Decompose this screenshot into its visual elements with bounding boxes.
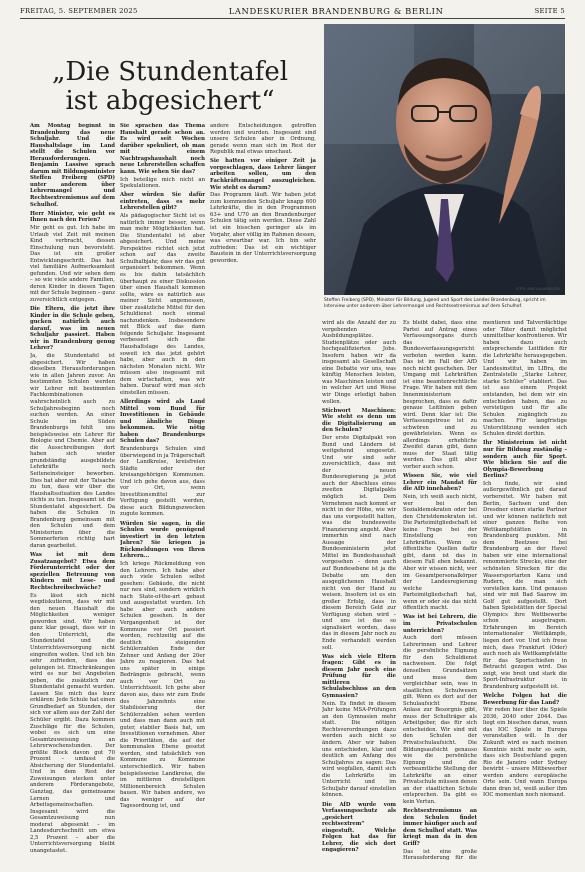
article-lead: Sie sprachen das Thema Haushalt gerade schon an. Es wird seit Wochen darüber spekuliert, ob man mit einem Nachtragshaushalt noch neue Lehrerstellen schaffen kann. Wie sehen Sie das? — [120, 123, 205, 175]
interview-question: Stichwort Maschinen: Wie steht es denn um die Digitalisierung an den Schulen? — [322, 407, 396, 434]
interview-answer: Ich beteilige mich nicht an Spekulationen. — [120, 176, 205, 190]
interview-question: Ihr Ministerium ist nicht nur für Bildung zuständig – sondern auch für Sport. Wie blicken Sie auf die Olympia-Bewerbung Berlins? — [483, 440, 567, 480]
interview-question: Allerdings wird als Land Mittel vom Bund für Investitionen in Gebäude und ähnliche Dinge bekommen. Wie nötig haben Brandenburgs Schulen das? — [120, 398, 205, 445]
photo-caption: Steffen Freiberg (SPD), Minister für Bildung, Jugend und Sport des Landes Brandenburg, spricht im Interview unter anderem über Lehrermangel und Rechtsextremismus auf dem Schulhof. — [324, 298, 546, 310]
interview-answer: Als pädagogischer Sicht ist es natürlich immer besser, wenn man mehr Möglichkeiten hat. Die Stundentafel ist aber abgesichert. Und meine Perspektive richtet sich jetzt schon auf das zweite Schulhalbjahr, dass wir das gut organisiert bekommen. Wenn es bis dahin tatsächlich überhaupt zu einer Diskussion über einen Haushalt kommen sollte, wäre es natürlich aus meiner Sicht angemessen, über zusätzliche Mittel für den Schuldienst noch einmal nachzudenken. Insbesondere mit Blick auf das dann folgende Schuljahr. Insgesamt verbessert sich die Haushaltslage des Landes, soweit ich das jetzt gehört habe, aber auch in den nächsten Monaten nicht. Wir müssen also insgesamt mit dem wirtschaften, was wir haben. Darauf wird man sich einstellen müssen. — [120, 213, 205, 396]
photo-credit: FOTO: JENS KALAENE/DPA — [516, 287, 560, 291]
interview-answer: Das Programm läuft. Wir haben jetzt zum kommenden Schuljahr knapp 600 Lehrkräfte, die in den Programmen 63+ und U70 an den Brandenburger Schulen tätig sein werden. Diese Zahl ist ein bisschen geringer als im Vorjahr, aber völlig im Rahmen dessen, was erwartbar war. Ich bin sehr zufrieden: Das ist ein wichtiger Baustein in der Unterrichtsversorgung geworden. — [210, 192, 316, 264]
interview-answer: Das ist eine große Herausforderung für die — [403, 848, 477, 862]
interview-question: Sie hatten vor einiger Zeit ja vorgeschlagen, dass Lehrer länger arbeiten sollen, um den Fachkräftemangel auszugleichen. Wie steht es darum? — [210, 158, 316, 191]
interview-question: Was sich viele Eltern fragen: Gibt es in diesem Jahr noch eine Prüfung für die mittleren Schulabschluss an den Gymnasien? — [322, 653, 396, 699]
interview-answer: Nein. Es findet in diesem Jahr keine MSA-Prüfungen an den Gymnasien mehr statt. Die nötigen Rechtsverordnungen dazu werden auch nicht so ändern. Aber wir haben uns entschieden, klar und deutlich am Anfang des Schuljahres zu sagen: Das wird wegfallen, damit sich die Lehrkräfte im Unterricht und im Schuljahr darauf einstellen können. — [322, 700, 396, 799]
interview-question: Die AfD wurde vom Verfassungsschutz als „gesichert rechtsextrem“ eingestuft. Welche Folgen hat das für Lehrer, die sich dort engagieren? — [322, 801, 396, 854]
article-column-4 — [322, 320, 477, 863]
article-column-1 — [30, 123, 115, 863]
interview-answer: wird als die Anzahl der zu vergebenden Ausbildungsplätze. Studienplätze oder auch hochqualifizierten Jobs. Insofern haben wir da insgesamt als Gesellschaft eine Debatte vor uns, was künftig Menschen leisten, was Maschinen leisten und in welcher Art und Weise wir Dinge erledigt haben wollen. — [322, 320, 396, 405]
page-number: SEITE 5 — [534, 6, 565, 15]
article-column-3-lower — [210, 305, 316, 863]
interview-answer: Ich kriege Rückmeldung von den Lehrern. Ich habe aber auch viele Schulen selbst gesehen: Gebäude, die nicht nur neu sind, sondern wirklich nach State-of-the-art gebaut und ausgestattet wurden. Ich habe aber auch andere Schulen gesehen. In der Vergangenheit ist der Kommune vor Ort passiert worden, rechtzeitig auf die deutlich steigenden Schülerzahlen Ende der Zehner und Anfang der 20er Jahre zu reagieren. Das hat uns später in einige Bedrängnis gebracht, wenn auch vor Ort zu Unterrichtszeit. Ich gehe aber davon aus, dass wir zum Ende des Jahrzehnts eine Stabilisierung der Schülerzahlen sehen werden und dass man dann auch mit guter, stabiler Basis hat, um Investitionen vornehmen. Aber die Prioritäten, die auf der kommunalen Ebene gesetzt werden, sind tatsächlich von Kommune zu Kommune unterschiedlich. Wir haben beispielsweise Landkreise, die im mittleren dreistelligen Millionenbereich Schulen bauen. Wir haben andere, wo das weniger auf der Tagesordnung ist, und — [120, 561, 205, 810]
interview-question: Welche Folgen hat die Bewerbung für das Land? — [483, 693, 567, 706]
article-lead: Am Montag beginnt in Brandenburg das neue Schuljahr. Und die Haushaltslage im Land stellt die Schulen vor Herausforderungen. Benjamin Lassiwe sprach darum mit Bildungsminister Steffen Freiberg (SPD) unter anderem über Lehrermangel und Rechtsextremismus auf dem Schulhof. — [30, 123, 115, 208]
interview-question: Aber würden Sie dafür eintreten, dass es mehr Lehrerstellen gibt? — [120, 192, 205, 212]
article-column-3 — [210, 123, 316, 303]
newspaper-name: LANDESKURIER BRANDENBURG & BERLIN — [228, 5, 444, 16]
article-column-2 — [120, 123, 205, 863]
interview-question: Würden Sie sagen, in die Schulen wurde genügend investiert in den letzten Jahren? Sie kriegen ja Rückmeldungen von Ihren Lehrern... — [120, 520, 205, 560]
interview-answer: Der erste Digitalpakt von Bund und Ländern ist weitgehend umgesetzt. Und wir sind sehr zuversichtlich, dass mit der neuen Bundesregierung ja jetzt auch der Abschluss eines zweiten Digitalpakts möglich ist. Dem Vernehmen nach kommt er nicht in der Höhe, wie wir das uns vorgestellt hatten, was die bundesweite Finanzierung angeht. Aber immerhin sind nach Aussage der Bundesministerin jetzt Mittel im Bundeshaushalt vorgesehen – denn auch auf Bundesebene ist ja die Debatte um den ausgeglichenen Haushalt nicht von der Hand zu weisen. Insofern ist es ein großer Erfolg, dass in diesem Bereich Geld zur Verfügung stehen wird – und uns ist das so signalisiert worden, dass das in diesem Jahr noch zu Ende verhandelt werden soll. — [322, 435, 396, 651]
headline-line-2: ist abgesichert“ — [65, 86, 275, 116]
interview-answer: Mir geht es gut. Ich habe im Urlaub viel Zeit mit meinen Kind verbracht, dessen Einschulung nun bevorsteht. Das ist ein großer Entwicklungsschritt. Das hat viel familiäre Aufmerksamkeit gefunden. Und wir sehen dem – so wie viele andere Familien, deren Kinder in diesen Tagen mit der Schule beginnen – ganz zuversichtlich entgegen. — [30, 224, 115, 303]
headline — [20, 58, 320, 116]
interview-question: Die Eltern, die jetzt ihre Kinder in die Schule geben, gucken natürlich auch darauf, was im neuen Schuljahr passiert. Haben wir in Brandenburg genug Lehrer? — [30, 306, 115, 352]
interview-question: Herr Minister, wie geht es Ihnen nach den Ferien? — [30, 210, 115, 224]
interview-question: Was ist bei Lehrern, die im Privatschulen unterrichten? — [403, 614, 477, 634]
issue-date: FREITAG, 5. SEPTEMBER 2025 — [20, 6, 138, 15]
interview-question: Wissen Sie, wie viel Lehrer ein Mandat für die AfD innehaben? — [403, 473, 477, 493]
interview-answer: Nein, ich weiß auch nicht, wer bei den Sozialdemokraten oder bei den Christdemokraten ist. Die Parteimitgliedschaft ist keine Frage bei der Einstellung von Lehrkräften. Wenn es öffentliche Quellen dafür gibt, dann ist das in diesem Fall eben bekannt. Aber wir wissen nicht, wer im Gesamtpersonalkörper der Landesregierung welche Parteimitgliedschaft hat, wenn er oder sie das nicht öffentlich macht. — [403, 494, 477, 612]
interview-answer: mentieren und Tatverdächtige oder Täter damit möglichst unmittelbar konfrontieren. Wir haben dazu auch entsprechende Leitfäden für die Lehrkräfte herausgegeben. Und wir haben im Landesinstitut, im LIBra, die Zentralstelle „Starke Lehrer, starke Schüler“ etabliert. Das ist aus einem Projekt entstanden, bei dem wir ein entschieden haben, das zu verstetigen und für alle Schulen zugänglich zu machen. Für langfristige Unterstützung wenden sich Schulen direkt dorthin. — [483, 320, 567, 438]
masthead-rule — [20, 18, 565, 19]
interview-answer: Es lässt sich nicht wegdiskutieren, dass wir mit den neuen Haushalt die Möglichkeiten weniger geworden sind. Wir haben ganz klar gesagt, dass wir in den Unterricht, die Stundentafel und die Unterrichtsversorgung nicht eingreifen wollen. Und ich bin sehr zufrieden, dass das gelungen ist. Einschränkungen wird es nur bei Angeboten geben, die zusätzlich zur Stundentafel gemacht wurden. Lassen Sie mich das kurz erklären: Jede Schule hat einen Grundbedarf an Stunden, der sich vor allem aus der Zahl der Schüler ergibt. Dazu kommen Zuschläge für die Schulen, wobei es sich um eine Gesamtzuweisung an Lehrerwochenstunden. Der größte Block davon gut 70 Prozent – umfasst die Absicherung der Stundentafel. Und in dem Rest der Zuweisungen stecken unter anderem Förderangebote, Ganztag, das gemeinsame Lernen und Arbeitsgemeinschaften. Insgesamt wird die Gesamtzuweisung nun moderat abgesenkt – im Landesdurchschnitt um etwa 2,5 Prozent – aber die Unterrichtsversorgung bleibt unangetastet. — [30, 592, 115, 854]
interview-question: Was ist mit dem Zusatzangebot? Etwa dem Förderunterricht oder der speziellen Betreuung von Kindern mit Lese- und Rechtschreibschwäche? — [30, 552, 115, 591]
interview-answer: Ich finde, wir sind außergewöhnlich gut darauf vorbereitet. Wir haben mit Berlin, Sachsen und den Dresdner einen starke Partner und wir können natürlich mit einer ganzen Reihe von Wettkampfstätten in Brandenburg punkten. Mit dem Beetzsee bei Brandenburg an der Havel haben wir eine international renommierte Strecke, eine der schönsten Strecken für die Wassersportarten Kanu und Rudern, die man sich vorstellen kann. Und genauso sind wir mit Bad Saarow im Golf gut aufgestellt. Dort haben Spielstätten der Special Olympics ihre Wettbewerbe schon ausgetragen. Erfahrungen im Bereich internationaler Wettkämpfe, liegen dort vor. Und ich freue mich, dass Frankfurt (Oder) auch noch als Wettkampfstätte für das Sportschießen in Betracht gezogen wird. Das zeigt, wie breit und stark die Sport-Infrastruktur in Brandenburg aufgestellt ist. — [483, 480, 567, 690]
interview-answer: Brandenburgs Schulen sind überwiegend in ja Trägerschaft der Landkreise, kreisfreien Städte oder der kreisangehörigen Kommunen. Und ich gehe davon aus, dass vor Ort, wenn Investitionsmittel zur Verfügung gestellt werden, diese auch Bildungszwecken zugute kommen. — [120, 446, 205, 518]
interview-answer: Wir reden hier über die Spiele 2036, 2040 oder 2044. Das liegt ein bisschen daran, wann das IOC Spiele in Europa veranstalten will. In der Zukunft wird es nach meinen Kenntnis nicht mehr so sein, dass sich Deutschland gegen Rio de Janeiro oder Sydney bewirbt – unsere Mitbewerber werden andere europäische Orte sein. Und wann Europa dann dran ist, weiß außer ihm IOC momentan noch niemand. — [483, 707, 567, 799]
interview-answer: Es bleibt dabei, dass eine Partei auf Antrag eines Verfassungsorgans durch das Bundesverfassungsgericht verboten werden kann. Das ist im Fall der AfD noch nicht geschehen. Der Umgang mit Lehrkräften ist eine beamtenrechtliche Frage. Wir haben mit dem Innenministerium besprochen, dass es dafür genaue Leitlinien geben wird. Denn klar ist: Die Verfassungstreue ist zu schwören und zu gewährleisten. Wenn es allerdings erhebliche Zweifel daran gibt, dann muss der Staat tätig werden. Das gilt aber vorher auch schon. — [403, 320, 477, 471]
masthead — [20, 4, 565, 17]
interview-answer: Auch dort müssen Lehrerinnen und Lehrer die persönliche Eignung für den Schuldienst nachweisen. Die folgt denselben Grundsätzen und muss dem vergleichbar sein, was in staatlichen Schulwesen gilt. Wenn es dort auf der Schulaufsicht Ebene Anlass zur Besorgnis gibt, muss der Schulträger als Arbeitgeber, das für sich entscheiden. Wir sind mit den Schulen der Privatschulaufsicht. Die Bildungsaufsicht genauso wie die persönliche Eignung und die verbeamtliche Stellung der Lehrkräfte an einer Privatschule müssen denen an der staatlichen Schule entsprechen. Da gibt es kein Vertun. — [403, 635, 477, 805]
headline-line-1: „Die Stundentafel — [51, 57, 289, 87]
interview-question: Rechtsextremismus an den Schulen findet immer häufiger auch auf dem Schulhof statt. Was kriegt man da in den Griff? — [403, 808, 477, 847]
interview-answer: andere Entscheidungen getroffen werden und wurden. Insgesamt sind unsere Schulen aber in Ordnung, gerade wenn man sich im Rest der Republik mal etwas umschaut. — [210, 123, 316, 156]
article-column-5 — [483, 320, 567, 863]
minister-photo — [324, 24, 565, 295]
interview-answer: Ja, die Stundentafel ist abgesichert. Wir haben dieselben Herausforderungen wie in allen Jahren zuvor. An bestimmten Schulen werden wir Lehrer mit bestimmten Fachkombinationen wahrscheinlich auch zu Schuljahresbeginn noch suchen werden. An einer Schule im Süden Brandenburgs fehlt uns beispielsweise ein Lehrer für Biologie und Chemie. Aber auf die Ausschreibungen dort haben sich wieder grundständig ausgebildete Lehrkräfte noch Seiteneinsteiger beworben. Dies hat aber mit der Tatsache zu tun, dass wir über die Haushaltssituation des Landes nichts zu tun. Insgesamt ist die Stundentafel abgesichert. Da haben die Schulen in Brandenburg gemeinsam mit den Schulen und dem Ministerium über die Sommerferien richtig hart daran gearbeitet. — [30, 353, 115, 550]
